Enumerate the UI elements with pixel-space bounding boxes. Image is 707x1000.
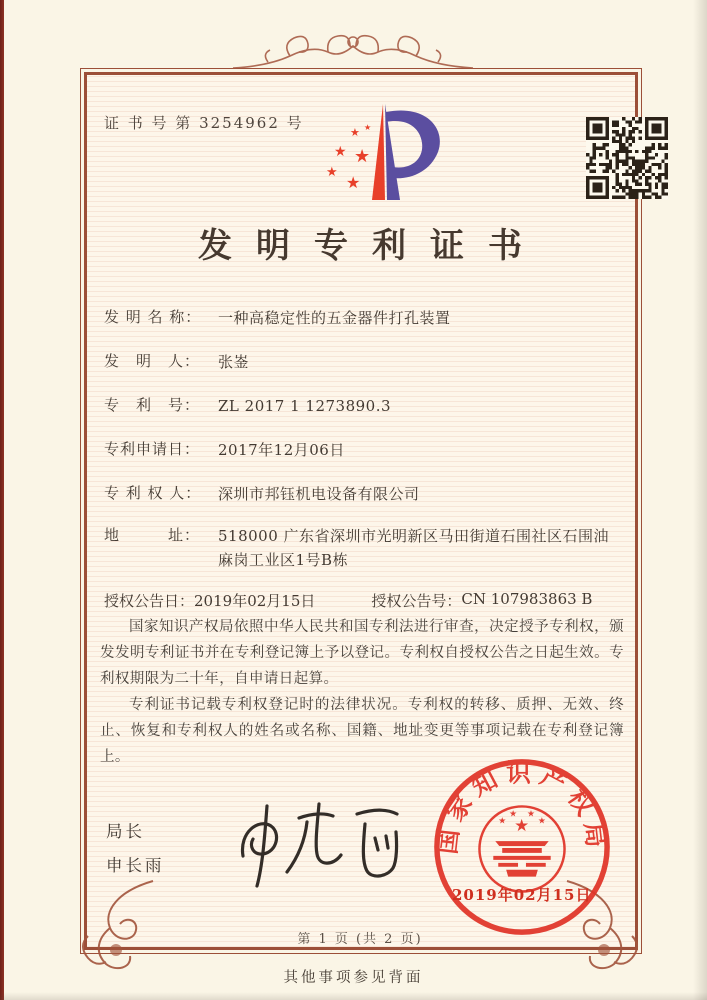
grant-date-value: 2019年02月15日 (194, 592, 316, 610)
grant-row (104, 590, 624, 611)
logo-p-bowl (386, 111, 440, 179)
legal-paragraph-1: 国家知识产权局依照中华人民共和国专利法进行审查，决定授予专利权，颁发发明专利证书并在专利登记簿上予以登记。专利权自授权公告之日起生效。专利权期限为二十年，自申请日起算。 (100, 619, 624, 687)
svg-text:★: ★ (350, 126, 360, 139)
svg-text:★: ★ (514, 815, 530, 836)
field-value: 张崟 (218, 353, 250, 371)
ornament-top-center (228, 16, 478, 72)
field-patent-number (104, 394, 610, 418)
director-title: 局长 (106, 822, 145, 841)
svg-text:★: ★ (509, 809, 518, 820)
field-label: 专 利 号： (104, 396, 201, 414)
field-value: 一种高稳定性的五金器件打孔装置 (218, 309, 451, 327)
field-patentee (104, 482, 610, 506)
svg-text:★: ★ (537, 816, 546, 827)
svg-text:★: ★ (498, 816, 507, 827)
cnipa-logo (320, 96, 470, 208)
svg-text:★: ★ (326, 165, 338, 180)
field-label: 专 利 权 人： (104, 484, 202, 502)
field-label: 专利申请日： (104, 440, 201, 458)
seal-ring-text: 国家知识产权局 (432, 758, 612, 856)
field-label: 发 明 人： (104, 352, 201, 370)
svg-text:★: ★ (364, 123, 372, 132)
field-value: 2017年12月06日 (218, 441, 345, 459)
field-inventor (104, 350, 610, 374)
director-signature (215, 792, 415, 902)
grant-date-pair (104, 590, 315, 611)
field-invention-name (104, 306, 610, 330)
svg-text:★: ★ (346, 173, 361, 192)
logo-stars (326, 123, 371, 192)
grant-no-pair (371, 590, 592, 611)
field-address (104, 524, 610, 572)
field-value: 深圳市邦钰机电设备有限公司 (218, 485, 420, 503)
scan-shadow-right (693, 0, 707, 1000)
field-label: 地 址： (104, 526, 201, 544)
page-number-info: 第 1 页 (共 2 页) (297, 932, 423, 947)
field-application-date (104, 438, 610, 462)
scan-shadow-bottom (0, 992, 707, 1000)
book-spine-edge (0, 0, 4, 1000)
legal-text-block (100, 614, 624, 770)
grant-date-label: 授权公告日： (104, 592, 195, 610)
field-label: 发 明 名 称： (104, 308, 202, 326)
page-title: 发明专利证书 (198, 226, 546, 266)
official-seal (428, 753, 616, 941)
qr-code (586, 117, 668, 199)
svg-text:★: ★ (526, 809, 535, 820)
legal-paragraph-2: 专利证书记载专利权登记时的法律状况。专利权的转移、质押、无效、终止、恢复和专利权人的姓名或名称、国籍、地址变更等事项记载在专利登记簿上。 (100, 697, 624, 765)
logo-red-spike (372, 104, 385, 200)
field-value: 518000 广东省深圳市光明新区马田街道石围社区石围油麻岗工业区1号B栋 (218, 527, 610, 569)
certificate-number: 证 书 号 第 3254962 号 (104, 114, 304, 132)
director-name: 申长雨 (106, 856, 165, 875)
field-value: ZL 2017 1 1273890.3 (218, 397, 392, 415)
seal-national-emblem (479, 806, 564, 891)
grant-no-label: 授权公告号： (371, 592, 462, 610)
grant-no-value: CN 107983863 B (461, 590, 593, 608)
svg-text:★: ★ (334, 144, 347, 160)
back-side-note: 其他事项参见背面 (283, 970, 424, 986)
seal-date: 2019年02月15日 (452, 886, 592, 904)
svg-text:★: ★ (354, 146, 371, 167)
